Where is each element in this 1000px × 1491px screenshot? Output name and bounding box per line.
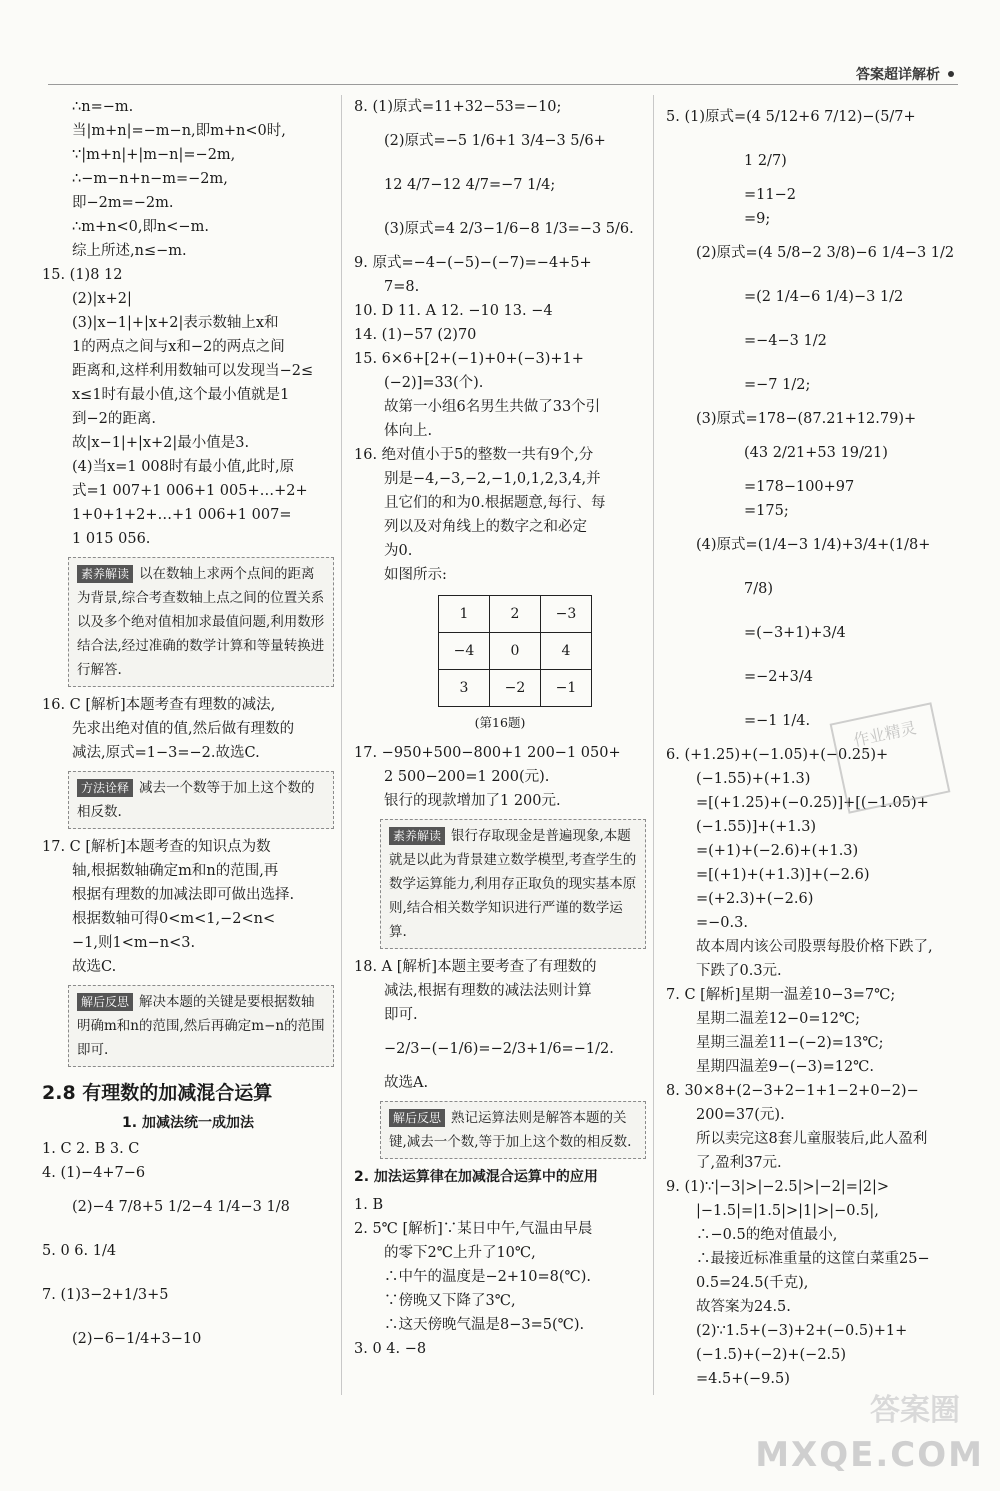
text-line: 7. C [解析]星期一温差10−3=7℃;: [666, 987, 896, 1003]
table-cell: 0: [490, 633, 541, 670]
text-line: |−1.5|=|1.5|>|1|>|−0.5|,: [696, 1203, 879, 1219]
text-line: (2)−4 7/8+5 1/2−4 1/4−3 1/8: [72, 1199, 290, 1215]
text-line: 故选C.: [72, 959, 117, 975]
text-line: 且它们的和为0.根据题意,每行、每: [384, 495, 606, 511]
text-line: 6. (+1.25)+(−1.05)+(−0.25)+: [666, 747, 889, 763]
text-line: 列以及对角线上的数字之和必定: [384, 519, 587, 535]
text-line: x≤1时有最小值,这个最小值就是1: [72, 387, 290, 403]
text-line: 如图所示:: [384, 567, 447, 583]
text-line: 9. (1)∵|−3|>|−2.5|>|−2|=|2|>: [666, 1179, 890, 1195]
text-line: 的零下2℃上升了10℃,: [384, 1245, 536, 1261]
text-line: (2)|x+2|: [72, 291, 132, 307]
text-line: (43 2/21+53 19/21): [744, 445, 888, 461]
text-line: =4.5+(−9.5): [696, 1371, 790, 1387]
table-cell: −2: [490, 670, 541, 707]
text-line: =−1 1/4.: [744, 713, 811, 729]
text-line: 17. −950+500−800+1 200−1 050+: [354, 745, 621, 761]
text-line: =11−2: [744, 187, 796, 203]
text-line: 2 500−200=1 200(元).: [384, 769, 550, 785]
table-row: [439, 633, 592, 670]
text-line: 故选A.: [384, 1075, 429, 1091]
text-line: ∴最接近标准重量的这筐白菜重25−: [696, 1251, 930, 1267]
text-line: 9. 原式=−4−(−5)−(−7)=−4+5+: [354, 255, 592, 271]
table-cell: −3: [541, 596, 592, 633]
note-box: [68, 557, 334, 687]
text-line: 5. 0 6. 1/4: [42, 1243, 117, 1259]
text-line: 即可.: [384, 1007, 418, 1023]
note-text: 银行存取现金是普遍现象,本题就是以此为背景建立数学模型,考查学生的数学运算能力,利用存正取负的现实基本原则,结合相关数学知识进行严谨的数学运算.: [389, 828, 637, 940]
text-line: 下跌了0.3元.: [696, 963, 782, 979]
text-line: (3)原式=178−(87.21+12.79)+: [696, 411, 917, 427]
note-box: [68, 771, 334, 829]
text-line: 式=1 007+1 006+1 005+…+2+: [72, 483, 308, 499]
header-title: 答案超详解析: [856, 67, 940, 83]
text-line: ∴这天傍晚气温是8−3=5(℃).: [384, 1317, 585, 1333]
text-line: 12 4/7−12 4/7=−7 1/4;: [384, 177, 556, 193]
text-line: =9;: [744, 211, 771, 227]
text-line: =178−100+97: [744, 479, 855, 495]
text-line: (2)−6−1/4+3−10: [72, 1331, 202, 1347]
note-box: [380, 1101, 646, 1159]
table-cell: −1: [541, 670, 592, 707]
text-line: ∴中午的温度是−2+10=8(℃).: [384, 1269, 591, 1285]
header-dot-icon: [948, 71, 954, 77]
subsection-heading: 1. 加减法统一成加法: [122, 1115, 254, 1131]
text-line: ∴m+n<0,即n<−m.: [72, 219, 209, 235]
text-line: =−2+3/4: [744, 669, 814, 685]
text-line: 星期四温差9−(−3)=12℃.: [696, 1059, 874, 1075]
note-tag: 方法诠释: [77, 779, 133, 797]
text-line: 别是−4,−3,−2,−1,0,1,2,3,4,并: [384, 471, 601, 487]
text-line: 2. 5℃ [解析]∵某日中午,气温由早晨: [354, 1221, 593, 1237]
note-tag: 解后反思: [389, 1109, 445, 1127]
text-line: 1+0+1+2+…+1 006+1 007=: [72, 507, 292, 523]
text-line: 综上所述,n≤−m.: [72, 243, 187, 259]
answer-list: [42, 1137, 334, 1361]
text-line: (2)∵1.5+(−3)+2+(−0.5)+1+: [696, 1323, 908, 1339]
text-line: 当|m+n|=−m−n,即m+n<0时,: [72, 123, 286, 139]
text-line: 减法,根据有理数的减法法则计算: [384, 983, 592, 999]
text-line: 0.5=24.5(千克),: [696, 1275, 809, 1291]
text-line: 17. C [解析]本题考查的知识点为数: [42, 839, 271, 855]
text-line: 了,盈利37元.: [696, 1155, 782, 1171]
text-line: 1 2/7): [744, 153, 787, 169]
text-line: 先求出绝对值的值,然后做有理数的: [72, 721, 295, 737]
watermark-text: MXQE.COM: [755, 1435, 984, 1475]
note-tag: 素养解读: [77, 565, 133, 583]
text-line: =175;: [744, 503, 789, 519]
text-line: 体向上.: [384, 423, 433, 439]
column-divider: [341, 95, 342, 1395]
text-line: (−1.5)+(−2)+(−2.5): [696, 1347, 847, 1363]
note-tag: 解后反思: [77, 993, 133, 1011]
section-heading: 2.8 有理数的加减混合运算: [42, 1082, 273, 1104]
text-line: 15. 6×6+[2+(−1)+0+(−3)+1+: [354, 351, 584, 367]
table-row: [439, 596, 592, 633]
text-line: ∵傍晚又下降了3℃,: [384, 1293, 516, 1309]
text-line: 14. (1)−57 (2)70: [354, 327, 477, 343]
text-line: =(+1)+(−2.6)+(+1.3): [696, 843, 859, 859]
column-left: [42, 95, 334, 1361]
text-line: 18. A [解析]本题主要考查了有理数的: [354, 959, 597, 975]
text-line: 故答案为24.5.: [696, 1299, 791, 1315]
text-line: ∵|m+n|+|m−n|=−2m,: [72, 147, 236, 163]
text-line: 7. (1)3−2+1/3+5: [42, 1287, 169, 1303]
text-line: 4. (1)−4+7−6: [42, 1165, 146, 1181]
text-line: (2)原式=(4 5/8−2 3/8)−6 1/4−3 1/2: [696, 245, 955, 261]
question-16: [42, 693, 334, 765]
question-15: [42, 263, 334, 551]
text-line: 星期三温差11−(−2)=13℃;: [696, 1035, 884, 1051]
note-text: 减去一个数等于加上这个数的相反数.: [77, 780, 315, 820]
text-line: 15. (1)8 12: [42, 267, 123, 283]
text-line: 根据有理数的加减法即可做出选择.: [72, 887, 295, 903]
column-middle: [354, 95, 646, 1361]
text-line: 故第一小组6名男生共做了33个引: [384, 399, 601, 415]
page-header: [48, 62, 958, 85]
text-line: 16. C [解析]本题考查有理数的减法,: [42, 697, 276, 713]
text-line: 减法,原式=1−3=−2.故选C.: [72, 745, 260, 761]
note-tag: 素养解读: [389, 827, 445, 845]
column-divider: [653, 95, 654, 1395]
text-line: (−1.55)+(+1.3): [696, 771, 811, 787]
text-line: 距离和,这样利用数轴可以发现当−2≤: [72, 363, 314, 379]
text-line: 星期二温差12−0=12℃;: [696, 1011, 861, 1027]
table-cell: 4: [541, 633, 592, 670]
table-cell: −4: [439, 633, 490, 670]
text-line: (3)|x−1|+|x+2|表示数轴上x和: [72, 315, 279, 331]
table-cell: 2: [490, 596, 541, 633]
text-line: =−7 1/2;: [744, 377, 811, 393]
text-line: 即−2m=−2m.: [72, 195, 174, 211]
text-line: ∴n=−m.: [72, 99, 134, 115]
text-line: =[(+1.25)+(−0.25)]+[(−1.05)+: [696, 795, 929, 811]
text-line: 16. 绝对值小于5的整数一共有9个,分: [354, 447, 594, 463]
subsection-heading: 2. 加法运算律在加减混合运算中的应用: [354, 1169, 598, 1185]
text-line: (3)原式=4 2/3−1/6−8 1/3=−3 5/6.: [384, 221, 634, 237]
text-line: 8. 30×8+(2−3+2−1+1−2+0−2)−: [666, 1083, 919, 1099]
text-line: 3. 0 4. −8: [354, 1341, 427, 1357]
text-line: 8. (1)原式=11+32−53=−10;: [354, 99, 562, 115]
table-row: [439, 670, 592, 707]
stamp-logo: 作业精灵: [830, 702, 951, 814]
question-17: [42, 835, 334, 979]
text-line: (2)原式=−5 1/6+1 3/4−3 5/6+: [384, 133, 606, 149]
text-line: 7=8.: [384, 279, 420, 295]
text-line: 所以卖完这8套儿童服装后,此人盈利: [696, 1131, 928, 1147]
text-line: 故|x−1|+|x+2|最小值是3.: [72, 435, 250, 451]
table-cell: 3: [439, 670, 490, 707]
text-line: =−0.3.: [696, 915, 748, 931]
watermark-logo: 答案圈: [870, 1393, 960, 1428]
text-line: −1,则1<m−n<3.: [72, 935, 196, 951]
text-line: 10. D 11. A 12. −10 13. −4: [354, 303, 553, 319]
text-line: =(+2.3)+(−2.6): [696, 891, 814, 907]
text-line: =−4−3 1/2: [744, 333, 827, 349]
note-text: 解决本题的关键是要根据数轴明确m和n的范围,然后再确定m−n的范围即可.: [77, 994, 325, 1058]
text-line: 银行的现款增加了1 200元.: [384, 793, 561, 809]
text-line: (4)原式=(1/4−3 1/4)+3/4+(1/8+: [696, 537, 931, 553]
text-line: 200=37(元).: [696, 1107, 785, 1123]
text-line: −2/3−(−1/6)=−2/3+1/6=−1/2.: [384, 1041, 614, 1057]
text-line: 到−2的距离.: [72, 411, 156, 427]
table-cell: 1: [439, 596, 490, 633]
text-line: ∴−0.5的绝对值最小,: [696, 1227, 838, 1243]
note-box: [380, 819, 646, 949]
text-line: 1 015 056.: [72, 531, 151, 547]
text-line: 1. B: [354, 1197, 384, 1213]
text-line: 7/8): [744, 581, 773, 597]
text-line: ∴−m−n+n−m=−2m,: [72, 171, 228, 187]
note-box: [68, 985, 334, 1067]
text-line: =(−3+1)+3/4: [744, 625, 846, 641]
text-line: 根据数轴可得0<m<1,−2<n<: [72, 911, 276, 927]
text-line: (−2)]=33(个).: [384, 375, 484, 391]
text-line: 5. (1)原式=(4 5/12+6 7/12)−(5/7+: [666, 109, 916, 125]
note-text: 以在数轴上求两个点间的距离为背景,综合考查数轴上点之间的位置关系以及多个绝对值相加求最值问题,利用数形结合法,经过准确的数学计算和等量转换进行解答.: [77, 566, 325, 678]
figure-caption: (第16题): [474, 715, 526, 730]
proof-block: [42, 95, 334, 263]
text-line: 1的两点之间与x和−2的两点之间: [72, 339, 285, 355]
text-line: 故本周内该公司股票每股价格下跌了,: [696, 939, 933, 955]
text-line: 轴,根据数轴确定m和n的范围,再: [72, 863, 279, 879]
note-text: 熟记运算法则是解答本题的关键,减去一个数,等于加上这个数的相反数.: [389, 1110, 632, 1150]
text-line: (4)当x=1 008时有最小值,此时,原: [72, 459, 295, 475]
text-line: 为0.: [384, 543, 413, 559]
magic-square-table: [438, 595, 592, 707]
text-line: 1. C 2. B 3. C: [42, 1141, 140, 1157]
text-line: (−1.55)]+(+1.3): [696, 819, 817, 835]
text-line: =(2 1/4−6 1/4)−3 1/2: [744, 289, 904, 305]
text-line: =[(+1)+(+1.3)]+(−2.6): [696, 867, 870, 883]
